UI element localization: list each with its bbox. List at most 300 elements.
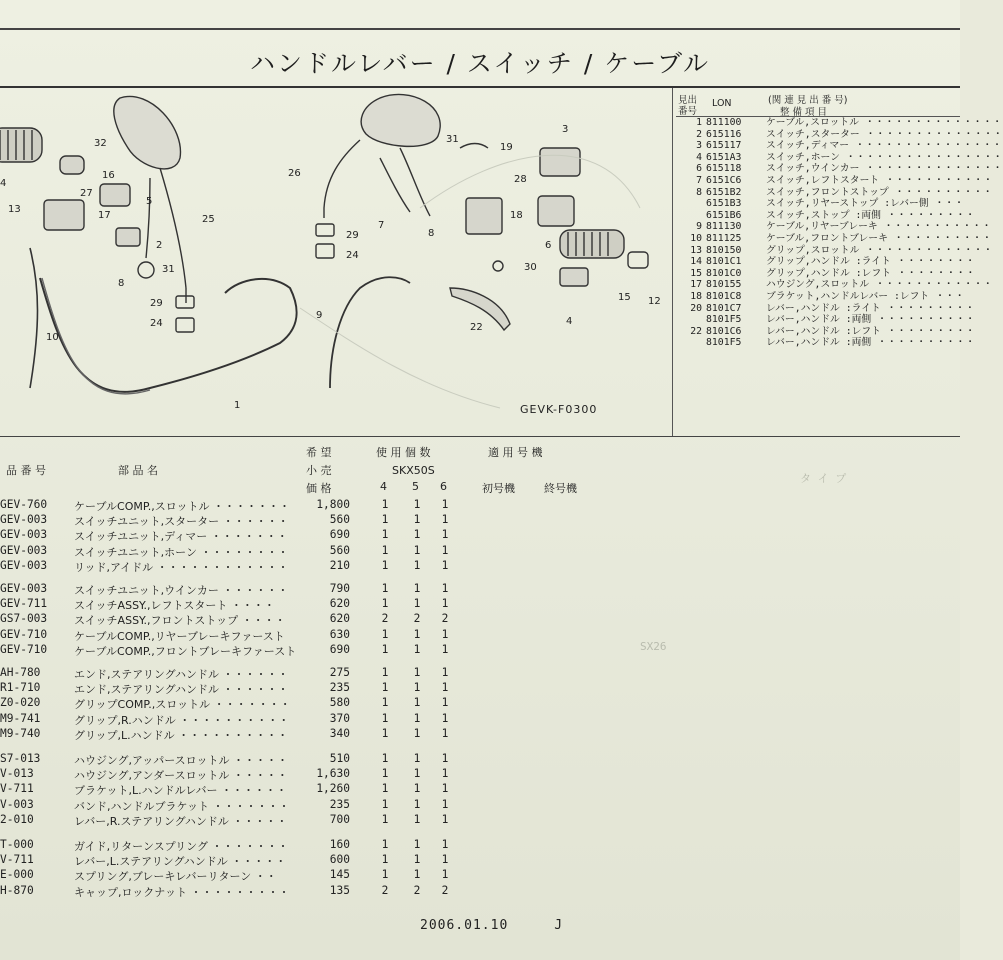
index-item-code: 6151B2	[706, 186, 742, 198]
part-price: 275	[329, 666, 350, 679]
qty-5: 1	[413, 582, 421, 595]
part-number: GEV-003	[0, 543, 48, 557]
qty-4: 1	[381, 711, 389, 725]
qty-6: 2	[441, 883, 449, 897]
index-item-desc: ケーブル,スロットル ・・・・・・・・・・・・・・	[766, 117, 1003, 128]
callout: 13	[8, 204, 21, 215]
qty-6: 1	[441, 543, 449, 557]
part-name: レバー,L.ステアリングハンドル ・・・・・	[74, 855, 287, 869]
index-item-desc: グリップ,ハンドル :レフト ・・・・・・・・	[766, 267, 976, 279]
index-item-desc: ハウジング,スロットル ・・・・・・・・・・・・	[766, 279, 993, 291]
table-divider	[0, 436, 960, 437]
index-item-code: 8101C0	[706, 267, 742, 279]
index-item-code: 8101F5	[706, 314, 742, 326]
qty-4: 1	[381, 558, 389, 572]
qty-4: 1	[381, 528, 389, 542]
index-item	[676, 290, 965, 303]
index-divider	[672, 88, 673, 436]
part-price: 510	[329, 752, 350, 765]
index-item-code: 6151B6	[706, 209, 742, 221]
part-number: GS7-003	[0, 612, 48, 626]
part-number: GEV-710	[0, 642, 48, 656]
callout: 10	[46, 332, 59, 343]
qty-4: 1	[381, 666, 389, 679]
index-item-desc: ケーブル,リヤーブレーキ ・・・・・・・・・・・	[766, 221, 992, 233]
callout: 25	[202, 214, 215, 225]
part-price: 135	[329, 883, 350, 897]
part-number: S7-013	[0, 752, 41, 765]
table-row	[0, 681, 960, 695]
index-item-number: 14	[690, 256, 702, 268]
index-header-item: 整 備 項 目	[780, 107, 828, 118]
qty-4: 1	[381, 812, 389, 826]
qty-4: 1	[381, 726, 389, 740]
table-row	[0, 884, 960, 898]
index-item	[676, 279, 993, 291]
part-name: グリップCOMP.,スロットル ・・・・・・・	[74, 698, 291, 712]
index-item-number: 18	[690, 290, 702, 302]
index-item-code: 8101C7	[706, 302, 742, 314]
figure-code: GEVK-F0300	[520, 403, 598, 416]
qty-4: 1	[381, 797, 389, 811]
qty-4: 1	[381, 853, 389, 867]
qty-5: 1	[413, 681, 421, 695]
qty-4: 1	[381, 782, 389, 796]
qty-5: 1	[413, 696, 421, 710]
part-number: GEV-710	[0, 627, 48, 641]
header-col-5: 5	[412, 480, 419, 493]
qty-6: 1	[441, 812, 449, 826]
qty-5: 1	[413, 711, 421, 725]
part-number: T-000	[0, 838, 34, 851]
part-name: グリップ,L.ハンドル ・・・・・・・・・・	[74, 728, 289, 742]
qty-5: 1	[413, 513, 421, 527]
callout: 18	[510, 210, 523, 221]
part-price: 690	[329, 528, 350, 542]
part-number: V-711	[0, 853, 34, 867]
callout: 32	[94, 138, 107, 149]
index-item-desc: スイッチ,ストップ :両側 ・・・・・・・・・	[766, 209, 976, 221]
qty-5: 2	[413, 612, 421, 626]
part-number: H-870	[0, 883, 34, 897]
part-name: ケーブルCOMP.,リヤーブレーキファースト	[74, 629, 285, 643]
callout: 3	[562, 124, 569, 135]
callout: 8	[118, 278, 125, 289]
part-name: キャップ,ロックナット ・・・・・・・・・	[74, 885, 290, 899]
qty-4: 1	[381, 767, 389, 781]
qty-6: 1	[441, 513, 449, 527]
qty-6: 1	[441, 782, 449, 796]
qty-5: 1	[413, 782, 421, 796]
index-item	[676, 117, 1003, 129]
table-row	[0, 712, 960, 726]
index-item-number: 7	[696, 174, 702, 186]
qty-6: 1	[441, 838, 449, 851]
index-header-related: (関 連 見 出 番 号)	[768, 95, 848, 106]
table-row	[0, 798, 960, 812]
qty-5: 1	[413, 642, 421, 656]
index-item-number: 22	[690, 325, 702, 337]
index-item-desc: スイッチ,フロントストップ ・・・・・・・・・・	[766, 186, 993, 198]
callout: 22	[470, 322, 483, 333]
part-price: 620	[329, 597, 350, 611]
header-first-unit: 初号機	[482, 482, 515, 495]
qty-5: 1	[413, 767, 421, 781]
exploded-parts-diagram	[0, 88, 672, 440]
qty-5: 1	[413, 853, 421, 867]
qty-4: 1	[381, 597, 389, 611]
callout: 30	[524, 262, 537, 273]
top-border	[0, 28, 960, 30]
qty-6: 1	[441, 752, 449, 765]
qty-5: 1	[413, 543, 421, 557]
index-item	[676, 163, 1003, 175]
index-item	[676, 337, 976, 349]
throttle-grip-drawing	[0, 128, 42, 162]
index-item	[676, 232, 992, 245]
index-item-desc: スイッチ,レフトスタート ・・・・・・・・・・・	[766, 174, 993, 186]
part-name: エンド,ステアリングハンドル ・・・・・・	[74, 683, 289, 697]
index-item	[676, 198, 964, 210]
part-name: リッド,アイドル ・・・・・・・・・・・・	[74, 560, 289, 574]
qty-5: 1	[413, 812, 421, 826]
index-item-code: 810150	[706, 244, 742, 256]
index-item-code: 615117	[706, 140, 742, 152]
callout: 29	[346, 230, 359, 241]
qty-5: 1	[413, 838, 421, 851]
table-row	[0, 643, 960, 657]
table-row	[0, 612, 960, 626]
part-name: スイッチASSY.,レフトスタート ・・・・	[74, 599, 275, 613]
part-name: スイッチユニット,ディマー ・・・・・・・	[74, 530, 288, 544]
index-item-desc: スイッチ,ディマー ・・・・・・・・・・・・・・・	[766, 140, 1002, 152]
index-item-number: 4	[696, 151, 702, 163]
part-price: 1,800	[316, 498, 350, 511]
qty-5: 1	[413, 726, 421, 740]
part-number: E-000	[0, 868, 34, 882]
callout: 12	[648, 296, 661, 307]
callout: 2	[156, 240, 163, 251]
part-price: 560	[329, 543, 350, 557]
index-item-desc: ブラケット,ハンドルレバー :レフト ・・・	[766, 290, 965, 302]
qty-5: 1	[413, 597, 421, 611]
part-price: 600	[329, 853, 350, 867]
callout: 19	[500, 142, 513, 153]
brake-cable-drawing	[330, 277, 410, 388]
index-item-code: 811125	[706, 232, 742, 244]
callout: 6	[545, 240, 552, 251]
part-price: 630	[329, 627, 350, 641]
part-name: レバー,R.ステアリングハンドル ・・・・・	[74, 814, 288, 828]
index-item-desc: スイッチ,リヤーストップ :レバー側 ・・・	[766, 198, 964, 210]
index-item-code: 811100	[706, 117, 742, 128]
part-name: スイッチユニット,ホーン ・・・・・・・・	[74, 545, 289, 559]
part-price: 145	[329, 868, 350, 882]
qty-5: 1	[413, 528, 421, 542]
part-price: 560	[329, 513, 350, 527]
header-applicability: 適 用 号 機	[488, 446, 543, 459]
index-item-desc: グリップ,ハンドル :ライト ・・・・・・・・	[766, 256, 976, 268]
index-header-no-bottom: 番号	[678, 106, 698, 117]
header-price-3: 価 格	[306, 482, 332, 495]
index-item-desc: レバー,ハンドル :両側 ・・・・・・・・・・	[766, 337, 976, 349]
qty-6: 1	[441, 853, 449, 867]
qty-4: 1	[381, 642, 389, 656]
qty-5: 1	[413, 797, 421, 811]
qty-6: 1	[441, 597, 449, 611]
table-row	[0, 498, 960, 512]
right-grip-drawing	[560, 230, 648, 268]
part-name: ハウジング,アッパースロットル ・・・・・	[74, 754, 288, 767]
callout: 17	[98, 210, 111, 221]
qty-6: 1	[441, 696, 449, 710]
index-item-code: 8101C6	[706, 325, 742, 337]
header-model: SKX50S	[392, 464, 435, 477]
index-item	[676, 267, 976, 280]
part-name: エンド,ステアリングハンドル ・・・・・・	[74, 668, 289, 681]
part-price: 235	[329, 797, 350, 811]
qty-4: 1	[381, 582, 389, 595]
part-number: M9-740	[0, 726, 41, 740]
qty-4: 2	[381, 612, 389, 626]
qty-6: 1	[441, 498, 449, 511]
index-item	[676, 221, 992, 233]
part-price: 1,630	[316, 767, 350, 781]
part-number: GEV-711	[0, 597, 48, 611]
qty-6: 1	[441, 868, 449, 882]
table-row	[0, 513, 960, 527]
table-row	[0, 696, 960, 710]
part-name: グリップ,R.ハンドル ・・・・・・・・・・	[74, 713, 290, 727]
part-name: スプリング,ブレーキレバーリターン ・・	[74, 870, 277, 884]
callout: 26	[288, 168, 301, 179]
index-item-desc: レバー,ハンドル :ライト ・・・・・・・・・	[766, 302, 975, 314]
part-number: Z0-020	[0, 696, 41, 710]
index-item-desc: ケーブル,フロントブレーキ ・・・・・・・・・・	[766, 232, 992, 244]
qty-6: 1	[441, 627, 449, 641]
part-name: ブラケット,L.ハンドルレバー ・・・・・・	[74, 784, 288, 798]
qty-5: 1	[413, 558, 421, 572]
part-number: 2-010	[0, 812, 34, 826]
qty-4: 2	[381, 883, 389, 897]
qty-5: 1	[413, 752, 421, 765]
qty-6: 1	[441, 528, 449, 542]
index-item-desc: スイッチ,スターター ・・・・・・・・・・・・・・	[766, 128, 1003, 140]
qty-6: 1	[441, 711, 449, 725]
header-price-1: 希 望	[306, 446, 332, 459]
qty-6: 1	[441, 767, 449, 781]
index-item-number: 2	[696, 128, 702, 140]
qty-6: 1	[441, 666, 449, 679]
header-price-2: 小 売	[306, 464, 332, 477]
issue-date: 2006.01.10	[420, 918, 509, 933]
callout: 1	[234, 400, 241, 411]
part-number: AH-780	[0, 666, 41, 679]
part-number: V-013	[0, 767, 34, 781]
index-item-code: 8101F5	[706, 337, 742, 349]
index-item-desc: スイッチ,ホーン ・・・・・・・・・・・・・・・・	[766, 151, 1003, 163]
callout: 27	[80, 188, 93, 199]
part-price: 160	[329, 838, 350, 851]
index-item-number: 20	[690, 302, 702, 314]
qty-5: 1	[413, 868, 421, 882]
part-name: スイッチユニット,ウインカー ・・・・・・	[74, 584, 289, 597]
parts-table-header	[0, 440, 960, 496]
index-item-desc: レバー,ハンドル :レフト ・・・・・・・・・	[766, 325, 976, 337]
index-item	[676, 186, 993, 199]
index-item-code: 6151B3	[706, 198, 742, 210]
index-item-number: 10	[690, 232, 702, 244]
qty-6: 1	[441, 726, 449, 740]
bleed-through-text: SX26	[640, 640, 667, 653]
qty-6: 1	[441, 558, 449, 572]
part-name: ケーブルCOMP.,フロントブレーキファースト	[74, 644, 297, 658]
table-row	[0, 666, 960, 680]
qty-5: 1	[413, 627, 421, 641]
page-title: ハンドルレバー / スイッチ / ケーブル	[249, 49, 710, 78]
part-number: R1-710	[0, 681, 41, 695]
header-part-no: 品 番 号	[6, 464, 46, 477]
callout: 24	[346, 250, 359, 261]
index-item	[676, 302, 975, 315]
index-item-desc: スイッチ,ウインカー ・・・・・・・・・・・・・・	[766, 163, 1003, 175]
callout: 29	[150, 298, 163, 309]
header-last-unit: 終号機	[544, 482, 577, 495]
index-header-no-top: 見出	[678, 95, 698, 106]
qty-6: 1	[441, 642, 449, 656]
part-number: GEV-003	[0, 528, 48, 542]
index-item-number: 6	[696, 163, 702, 175]
index-item	[676, 325, 976, 338]
part-number: GEV-003	[0, 582, 48, 595]
index-item	[676, 256, 976, 268]
qty-4: 1	[381, 627, 389, 641]
header-col-4: 4	[380, 480, 387, 493]
table-row	[0, 597, 960, 611]
callout: 15	[618, 292, 631, 303]
part-name: スイッチユニット,スターター ・・・・・・	[74, 515, 289, 529]
part-number: GEV-760	[0, 498, 48, 511]
table-row	[0, 813, 960, 827]
index-item-number: 17	[690, 279, 702, 291]
part-price: 580	[329, 696, 350, 710]
index-item-code: 615116	[706, 128, 742, 140]
table-row	[0, 868, 960, 882]
part-price: 790	[329, 582, 350, 595]
part-price: 235	[329, 681, 350, 695]
index-item-code: 8101C1	[706, 256, 742, 268]
index-item-code: 811130	[706, 221, 742, 233]
callout: 4	[0, 178, 7, 189]
index-item-number: 3	[696, 140, 702, 152]
header-part-name: 部 品 名	[118, 464, 158, 477]
table-row	[0, 727, 960, 741]
table-row	[0, 752, 960, 766]
part-number: GEV-003	[0, 558, 48, 572]
part-number: M9-741	[0, 711, 41, 725]
qty-6: 1	[441, 797, 449, 811]
qty-4: 1	[381, 696, 389, 710]
table-row	[0, 628, 960, 642]
part-name: ケーブルCOMP.,スロットル ・・・・・・・	[74, 500, 291, 513]
qty-5: 1	[413, 666, 421, 679]
bleed-through-text: タ イ プ	[800, 472, 847, 485]
qty-5: 1	[413, 498, 421, 511]
index-item-desc: レバー,ハンドル :両側 ・・・・・・・・・・	[766, 314, 976, 326]
qty-4: 1	[381, 752, 389, 765]
table-row	[0, 767, 960, 781]
part-number: V-003	[0, 797, 34, 811]
index-item-number: 9	[696, 221, 702, 233]
table-row	[0, 838, 960, 852]
index-list	[676, 117, 1003, 349]
footer	[420, 918, 563, 933]
callout: 7	[378, 220, 385, 231]
index-item	[676, 209, 976, 222]
index-item	[676, 244, 993, 257]
part-number: GEV-003	[0, 513, 48, 527]
part-price: 700	[329, 812, 350, 826]
table-row	[0, 582, 960, 596]
throttle-cable-drawing	[40, 278, 297, 392]
index-item-number: 1	[696, 117, 702, 128]
part-price: 690	[329, 642, 350, 656]
callout: 8	[428, 228, 435, 239]
part-name: ハウジング,アンダースロットル ・・・・・	[74, 769, 288, 783]
qty-4: 1	[381, 838, 389, 851]
part-price: 210	[329, 558, 350, 572]
index-item-code: 6151A3	[706, 151, 742, 163]
part-price: 1,260	[316, 782, 350, 796]
edition-mark: J	[554, 918, 564, 933]
header-usage: 使 用 個 数	[376, 446, 431, 459]
table-row	[0, 528, 960, 542]
part-number: V-711	[0, 782, 34, 796]
index-item	[676, 151, 1003, 164]
index-item	[676, 314, 976, 326]
part-price: 340	[329, 726, 350, 740]
table-row	[0, 853, 960, 867]
index-item-code: 615118	[706, 163, 742, 175]
callout: 4	[566, 316, 573, 327]
index-item-code: 810155	[706, 279, 742, 291]
part-name: スイッチASSY.,フロントストップ ・・・・	[74, 614, 286, 628]
qty-5: 2	[413, 883, 421, 897]
qty-6: 1	[441, 582, 449, 595]
callout: 28	[514, 174, 527, 185]
part-price: 370	[329, 711, 350, 725]
index-item-desc: グリップ,スロットル ・・・・・・・・・・・・・	[766, 244, 993, 256]
callout: 31	[162, 264, 175, 275]
index-item-number: 13	[690, 244, 702, 256]
qty-6: 2	[441, 612, 449, 626]
qty-4: 1	[381, 498, 389, 511]
section-index	[676, 92, 1003, 349]
index-item	[676, 128, 1003, 141]
part-name: ガイド,リターンスプリング ・・・・・・・	[74, 840, 289, 853]
index-item-number: 15	[690, 267, 702, 279]
index-item	[676, 174, 993, 187]
index-item-code: 8101C8	[706, 290, 742, 302]
index-header	[676, 92, 960, 117]
callout: 5	[146, 196, 153, 207]
callout: 9	[316, 310, 323, 321]
qty-4: 1	[381, 513, 389, 527]
index-item-code: 6151C6	[706, 174, 742, 186]
part-price: 620	[329, 612, 350, 626]
callout: 31	[446, 134, 459, 145]
qty-4: 1	[381, 868, 389, 882]
